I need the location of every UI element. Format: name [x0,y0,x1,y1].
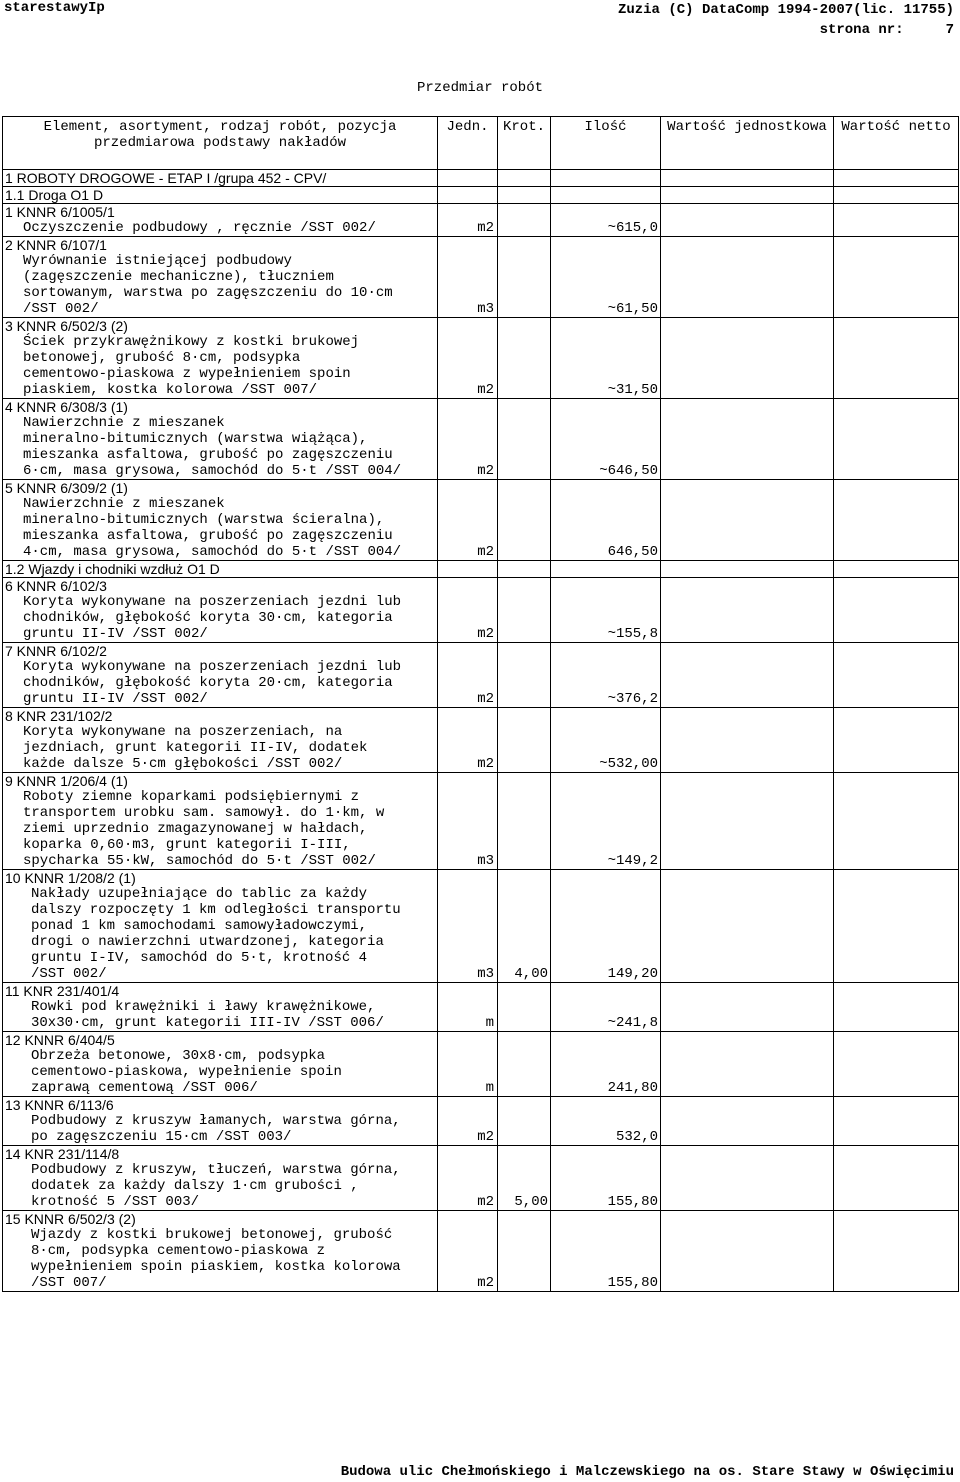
section-row [3,170,959,187]
position-description: Koryta wykonywane na poszerzeniach jezdni lub chodników, głębokość koryta 20·cm, kategoria gruntu II-IV /SST 002/ [23,659,402,707]
unit-value-cell [661,220,834,237]
net-value-cell [834,496,959,561]
net-value-cell [834,789,959,870]
unit-value-cell [661,1113,834,1146]
col-header-multiplier: Krot. [498,117,551,170]
multiplier-cell: 4,00 [498,886,551,983]
net-value-cell [834,1113,959,1146]
empty-cell [661,1032,834,1049]
position-header-row [3,1211,959,1228]
position-header-row [3,983,959,1000]
multiplier-cell [498,1113,551,1146]
position-description-cell [3,1162,438,1211]
page-number: strona nr: 7 [819,22,954,38]
empty-cell [551,399,661,416]
net-value-cell [834,724,959,773]
unit-cell: m2 [438,334,498,399]
empty-cell [834,399,959,416]
empty-cell [834,1146,959,1163]
empty-cell [834,1097,959,1114]
table-row [3,253,959,318]
empty-cell [551,1211,661,1228]
empty-cell [498,561,551,578]
unit-cell: m2 [438,659,498,708]
unit-value-cell [661,659,834,708]
table-row [3,220,959,237]
quantity-cell: ~61,50 [551,253,661,318]
table-row [3,1113,959,1146]
position-description: Nawierzchnie z mieszanek mineralno-bitumicznych (warstwa ścieralna), mieszanka asfaltowa, grubość po zagęszczeniu 4·cm, masa grysowa, samochód do 5·t /SST 004/ [23,496,402,560]
empty-cell [834,1032,959,1049]
empty-cell [498,643,551,660]
empty-cell [551,773,661,790]
col-header-unit-value: Wartość jednostkowa [661,117,834,170]
multiplier-cell [498,659,551,708]
unit-value-cell [661,886,834,983]
empty-cell [438,1032,498,1049]
empty-cell [438,399,498,416]
empty-cell [834,561,959,578]
table-row [3,334,959,399]
unit-value-cell [661,496,834,561]
empty-cell [551,1146,661,1163]
position-code: 12 KNNR 6/404/5 [3,1032,438,1049]
quantity-cell: ~149,2 [551,789,661,870]
empty-cell [498,1032,551,1049]
position-code: 4 KNNR 6/308/3 (1) [3,399,438,416]
multiplier-cell [498,789,551,870]
unit-cell: m [438,999,498,1032]
quantity-cell: ~532,00 [551,724,661,773]
net-value-cell [834,334,959,399]
position-description-cell [3,334,438,399]
position-description-cell [3,999,438,1032]
empty-cell [551,204,661,221]
empty-cell [551,870,661,887]
empty-cell [834,870,959,887]
position-description: Ściek przykrawężnikowy z kostki brukowej betonowej, grubość 8·cm, podsypka cementowo-piaskowa z wypełnieniem spoin piaskiem, kostka kolorowa /SST 007/ [23,334,360,398]
net-value-cell [834,659,959,708]
multiplier-cell [498,496,551,561]
table-row [3,415,959,480]
quantity-cell: 646,50 [551,496,661,561]
empty-cell [834,643,959,660]
position-code: 11 KNR 231/401/4 [3,983,438,1000]
empty-cell [551,708,661,725]
table-row [3,724,959,773]
quantity-cell: 155,80 [551,1227,661,1292]
col-header-net-value: Wartość netto [834,117,959,170]
empty-cell [498,983,551,1000]
position-code: 7 KNNR 6/102/2 [3,643,438,660]
empty-cell [834,480,959,497]
quantity-cell: ~376,2 [551,659,661,708]
empty-cell [661,643,834,660]
unit-value-cell [661,253,834,318]
unit-value-cell [661,724,834,773]
program-info [618,0,954,40]
position-header-row [3,1097,959,1114]
empty-cell [498,318,551,335]
empty-cell [438,773,498,790]
empty-cell [498,773,551,790]
quantity-cell: ~646,50 [551,415,661,480]
empty-cell [498,1146,551,1163]
position-header-row [3,708,959,725]
unit-cell: m2 [438,496,498,561]
position-code: 13 KNNR 6/113/6 [3,1097,438,1114]
multiplier-cell [498,415,551,480]
empty-cell [551,237,661,254]
position-description-cell [3,496,438,561]
col-header-description [3,117,438,170]
empty-cell [438,1097,498,1114]
empty-cell [834,1211,959,1228]
position-description-cell [3,1113,438,1146]
position-description-cell [3,659,438,708]
empty-cell [834,318,959,335]
empty-cell [834,983,959,1000]
multiplier-cell [498,594,551,643]
empty-cell [661,1097,834,1114]
quantity-cell: ~241,8 [551,999,661,1032]
table-row [3,659,959,708]
empty-cell [834,578,959,595]
multiplier-cell: 5,00 [498,1162,551,1211]
unit-cell: m2 [438,724,498,773]
multiplier-cell [498,253,551,318]
unit-cell: m2 [438,220,498,237]
empty-cell [834,773,959,790]
multiplier-cell [498,724,551,773]
empty-cell [661,870,834,887]
multiplier-cell [498,1048,551,1097]
unit-value-cell [661,594,834,643]
table-row [3,1048,959,1097]
empty-cell [438,983,498,1000]
empty-cell [551,318,661,335]
net-value-cell [834,220,959,237]
empty-cell [438,480,498,497]
net-value-cell [834,999,959,1032]
program-license: Zuzia (C) DataComp 1994-2007(lic. 11755) [617,2,954,18]
unit-cell: m [438,1048,498,1097]
position-description: Wjazdy z kostki brukowej betonowej, grubość 8·cm, podsypka cementowo-piaskowa z wypełnieniem spoin piaskiem, kostka kolorowa /SST 007/ [31,1227,401,1291]
table-row [3,999,959,1032]
col-header-quantity: Ilość [551,117,661,170]
position-description-cell [3,253,438,318]
position-description-cell [3,886,438,983]
position-code: 9 KNNR 1/206/4 (1) [3,773,438,790]
position-description-cell [3,220,438,237]
unit-cell: m3 [438,253,498,318]
position-code: 10 KNNR 1/208/2 (1) [3,870,438,887]
position-header-row [3,773,959,790]
position-header-row [3,237,959,254]
position-description-cell [3,724,438,773]
table-row [3,789,959,870]
table-body [3,170,959,1292]
position-description: Roboty ziemne koparkami podsiębiernymi z transportem urobku sam. samowył. do 1·km, w ziemi uprzednio zmagazynowanej w hałdach, koparka 0,60·m3, grunt kategorii I-III, spycharka 55·kW, samochód do 5·t /SST 002/ [23,789,385,869]
position-header-row [3,870,959,887]
subsection-title: 1.2 Wjazdy i chodniki wzdłuż O1 D [3,561,438,578]
net-value-cell [834,594,959,643]
empty-cell [438,708,498,725]
subsection-title: 1.1 Droga O1 D [3,187,438,204]
position-description-cell [3,1048,438,1097]
position-header-row [3,1146,959,1163]
net-value-cell [834,253,959,318]
position-code: 14 KNR 231/114/8 [3,1146,438,1163]
multiplier-cell [498,999,551,1032]
empty-cell [498,708,551,725]
quantity-cell: 155,80 [551,1162,661,1211]
position-description-cell [3,415,438,480]
empty-cell [438,643,498,660]
empty-cell [498,204,551,221]
unit-cell: m2 [438,1227,498,1292]
empty-cell [551,643,661,660]
table-header-row [3,117,959,170]
empty-cell [438,318,498,335]
empty-cell [438,1146,498,1163]
position-description: Wyrównanie istniejącej podbudowy (zagęszczenie mechaniczne), tłuczniem sortowanym, warstwa po zagęszczeniu do 10·cm /SST 002/ [23,253,393,317]
empty-cell [661,399,834,416]
empty-cell [498,399,551,416]
unit-cell: m3 [438,886,498,983]
empty-cell [438,1211,498,1228]
unit-value-cell [661,789,834,870]
position-description: Koryta wykonywane na poszerzeniach jezdni lub chodników, głębokość koryta 30·cm, kategoria gruntu II-IV /SST 002/ [23,594,402,642]
position-description: Koryta wykonywane na poszerzeniach, na jezdniach, grunt kategorii II-IV, dodatek każde dalsze 5·cm głębokości /SST 002/ [23,724,368,772]
position-code: 8 KNR 231/102/2 [3,708,438,725]
table-row [3,594,959,643]
net-value-cell [834,1162,959,1211]
empty-cell [551,1032,661,1049]
empty-cell [438,237,498,254]
empty-cell [498,1097,551,1114]
position-description: Nawierzchnie z mieszanek mineralno-bitumicznych (warstwa wiążąca), mieszanka asfaltowa, grubość po zagęszczeniu 6·cm, masa grysowa, samochód do 5·t /SST 004/ [23,415,402,479]
position-description: Podbudowy z kruszyw łamanych, warstwa górna, po zagęszczeniu 15·cm /SST 003/ [31,1113,401,1145]
empty-cell [551,983,661,1000]
empty-cell [661,480,834,497]
net-value-cell [834,1048,959,1097]
empty-cell [661,204,834,221]
empty-cell [834,708,959,725]
project-footer: Budowa ulic Chełmońskiego i Malczewskiego na os. Stare Stawy w Oświęcimiu [340,1464,954,1480]
position-code: 15 KNNR 6/502/3 (2) [3,1211,438,1228]
empty-cell [551,578,661,595]
section-title: 1 ROBOTY DROGOWE - ETAP I /grupa 452 - CPV/ [3,170,438,187]
document-title: Przedmiar robót [416,80,544,96]
unit-cell: m2 [438,1162,498,1211]
position-header-row [3,643,959,660]
empty-cell [661,237,834,254]
unit-value-cell [661,334,834,399]
quantity-cell: 532,0 [551,1113,661,1146]
multiplier-cell [498,1227,551,1292]
quantity-cell: ~31,50 [551,334,661,399]
table-row [3,1227,959,1292]
unit-value-cell [661,1162,834,1211]
empty-cell [498,1211,551,1228]
position-header-row [3,480,959,497]
empty-cell [498,578,551,595]
position-description: Nakłady uzupełniające do tablic za każdy dalszy rozpoczęty 1 km odległości transportu ponad 1 km samochodami samowyładowczymi, drogi o nawierzchni utwardzonej, kategoria gruntu I-IV, samochód do 5·t, krotność 4 /SST 002/ [31,886,401,982]
unit-cell: m2 [438,594,498,643]
position-header-row [3,578,959,595]
position-code: 3 KNNR 6/502/3 (2) [3,318,438,335]
net-value-cell [834,415,959,480]
table-row [3,496,959,561]
empty-cell [438,578,498,595]
quantity-cell: 149,20 [551,886,661,983]
unit-cell: m2 [438,1113,498,1146]
section-row [3,561,959,578]
quantity-cell: 241,80 [551,1048,661,1097]
empty-cell [661,1211,834,1228]
col-header-unit: Jedn. [438,117,498,170]
net-value-cell [834,886,959,983]
position-description-cell [3,789,438,870]
empty-cell [661,708,834,725]
multiplier-cell [498,220,551,237]
position-header-row [3,399,959,416]
position-description-cell [3,1227,438,1292]
table-row [3,886,959,983]
unit-cell: m2 [438,415,498,480]
position-description: Oczyszczenie podbudowy , ręcznie /SST 002/ [23,220,376,236]
empty-cell [551,1097,661,1114]
empty-cell [834,204,959,221]
empty-cell [438,204,498,221]
position-description: Rowki pod krawężniki i ławy krawężnikowe, 30x30·cm, grunt kategorii III-IV /SST 006/ [31,999,384,1031]
net-value-cell [834,1227,959,1292]
empty-cell [661,561,834,578]
empty-cell [438,870,498,887]
empty-cell [661,983,834,1000]
empty-cell [551,561,661,578]
position-header-row [3,204,959,221]
position-code: 5 KNNR 6/309/2 (1) [3,480,438,497]
quantity-cell: ~155,8 [551,594,661,643]
empty-cell [498,870,551,887]
empty-cell [834,237,959,254]
empty-cell [551,480,661,497]
unit-cell: m3 [438,789,498,870]
empty-cell [661,318,834,335]
col-header-description-text: Element, asortyment, rodzaj robót, pozycja przedmiarowa podstawy nakładów [43,119,397,151]
position-description: Obrzeża betonowe, 30x8·cm, podsypka cementowo-piaskowa, wypełnienie spoin zaprawą cementową /SST 006/ [31,1048,342,1096]
table-row [3,1162,959,1211]
empty-cell [661,773,834,790]
position-code: 2 KNNR 6/107/1 [3,237,438,254]
empty-cell [498,480,551,497]
empty-cell [661,578,834,595]
empty-cell [438,561,498,578]
empty-cell [661,1146,834,1163]
estimate-table [2,116,959,1292]
unit-value-cell [661,1227,834,1292]
position-header-row [3,318,959,335]
position-header-row [3,1032,959,1049]
position-description-cell [3,594,438,643]
software-user-label: starestawyIp [4,0,105,16]
position-code: 6 KNNR 6/102/3 [3,578,438,595]
multiplier-cell [498,334,551,399]
unit-value-cell [661,415,834,480]
quantity-cell: ~615,0 [551,220,661,237]
position-code: 1 KNNR 6/1005/1 [3,204,438,221]
unit-value-cell [661,1048,834,1097]
section-row [3,187,959,204]
empty-cell [498,237,551,254]
unit-value-cell [661,999,834,1032]
position-description: Podbudowy z kruszyw, tłuczeń, warstwa górna, dodatek za każdy dalszy 1·cm grubości , krotność 5 /SST 003/ [31,1162,401,1210]
